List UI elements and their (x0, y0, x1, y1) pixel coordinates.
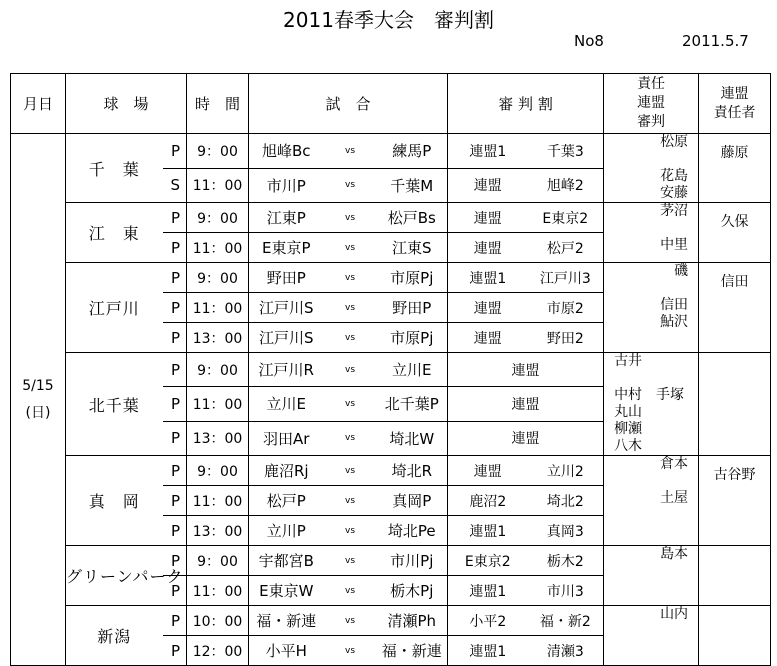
match-weekday: (日) (25, 404, 51, 421)
match-type: P (163, 636, 187, 666)
home-team: 江東P (249, 203, 324, 233)
home-team: E東京W (249, 576, 324, 606)
vs-label: vs (324, 576, 377, 606)
responsible-referee-line (604, 280, 688, 297)
match-date: 5/15 (22, 377, 54, 394)
responsible-referee-line: 八木 (614, 438, 643, 454)
responsible-referees (604, 263, 699, 353)
referee-secondary: 松戸2 (528, 233, 604, 263)
away-team: 北千葉P (377, 387, 448, 421)
referee-secondary: 真岡3 (528, 516, 604, 546)
referee-primary: 連盟 (448, 353, 604, 387)
match-type: P (163, 456, 187, 486)
responsible-referee-line: 安藤 (660, 185, 689, 201)
match-time: 9：00 (187, 134, 249, 169)
match-time: 9：00 (187, 353, 249, 387)
responsible-referee-line: 信田 (660, 297, 689, 313)
match-type: P (163, 606, 187, 636)
home-team: 福・新連 (249, 606, 324, 636)
referee-primary: 連盟 (448, 168, 528, 203)
document-date: 2011.5.7 (682, 32, 749, 50)
vs-label: vs (324, 606, 377, 636)
referee-primary: 連盟 (448, 456, 528, 486)
vs-label: vs (324, 486, 377, 516)
venue-name: 真 岡 (66, 456, 163, 546)
match-type: P (163, 293, 187, 323)
table-row (11, 546, 771, 576)
away-team: 千葉M (377, 168, 448, 203)
responsible-referee-line (604, 473, 688, 490)
home-team: 鹿沼Rj (249, 456, 324, 486)
match-type: P (163, 263, 187, 293)
col-header-match: 試 合 (249, 74, 448, 134)
league-manager (699, 353, 771, 456)
table-row (11, 134, 771, 169)
document-number: No8 (574, 32, 604, 50)
venue-name: 千 葉 (66, 134, 163, 203)
referee-schedule-table (10, 73, 771, 666)
match-time: 11：00 (187, 576, 249, 606)
away-team: 清瀬Ph (377, 606, 448, 636)
home-team: 宇都宮B (249, 546, 324, 576)
referee-primary: 連盟 (448, 233, 528, 263)
away-team: 市原Pj (377, 323, 448, 353)
match-time: 9：00 (187, 456, 249, 486)
col-header-resp-line: 審判 (637, 114, 666, 130)
col-header-league-line: 責任者 (713, 104, 756, 121)
responsible-referee-line (604, 220, 688, 237)
table-row (11, 456, 771, 486)
home-team: 江戸川R (249, 353, 324, 387)
page-title: 2011春季大会 審判割 (283, 8, 494, 32)
home-team: 江戸川S (249, 293, 324, 323)
col-header-league-line: 連盟 (720, 85, 749, 102)
league-manager: 古谷野 (699, 456, 771, 546)
referee-secondary: 清瀬3 (528, 636, 604, 666)
responsible-referee-line: 中里 (660, 237, 689, 253)
away-team: 練馬P (377, 134, 448, 169)
vs-label: vs (324, 323, 377, 353)
home-team: 江戸川S (249, 323, 324, 353)
referee-secondary: 千葉3 (528, 134, 604, 169)
match-time: 10：00 (187, 606, 249, 636)
referee-secondary: 市原2 (528, 293, 604, 323)
col-header-day: 月日 (11, 74, 66, 134)
home-team: 市川P (249, 168, 324, 203)
referee-secondary: 野田2 (528, 323, 604, 353)
col-header-league-manager (699, 74, 771, 134)
match-time: 11：00 (187, 486, 249, 516)
match-type: P (163, 353, 187, 387)
col-header-referee: 審 判 割 (448, 74, 604, 134)
responsible-referee-line: 鮎沢 (660, 314, 689, 330)
col-header-time: 時 間 (187, 74, 249, 134)
away-team: 立川E (377, 353, 448, 387)
home-team: 野田P (249, 263, 324, 293)
match-time: 9：00 (187, 203, 249, 233)
vs-label: vs (324, 168, 377, 203)
match-type: P (163, 516, 187, 546)
vs-label: vs (324, 456, 377, 486)
referee-primary: 連盟1 (448, 576, 528, 606)
responsible-referee-line: 柳瀬 (614, 421, 643, 437)
venue-name: 北千葉 (66, 353, 163, 456)
responsible-referee-line (614, 370, 698, 387)
league-manager (699, 606, 771, 666)
match-time: 11：00 (187, 233, 249, 263)
responsible-referee-line: 松原 (660, 134, 689, 150)
away-team: 市川Pj (377, 546, 448, 576)
responsible-referee-line: 花島 (660, 168, 689, 184)
header-row (11, 74, 771, 134)
home-team: 旭峰Bc (249, 134, 324, 169)
match-type: P (163, 203, 187, 233)
referee-primary: 連盟 (448, 387, 604, 421)
match-type: P (163, 421, 187, 455)
vs-label: vs (324, 134, 377, 169)
responsible-referees (604, 353, 699, 456)
away-team: 市原Pj (377, 263, 448, 293)
referee-primary: 鹿沼2 (448, 486, 528, 516)
vs-label: vs (324, 263, 377, 293)
referee-primary: 連盟 (448, 203, 528, 233)
match-time: 11：00 (187, 168, 249, 203)
referee-secondary: 市川3 (528, 576, 604, 606)
responsible-referee-line: 古井 (614, 353, 643, 369)
match-time: 11：00 (187, 293, 249, 323)
responsible-referees (604, 134, 699, 203)
match-time: 9：00 (187, 546, 249, 576)
away-team: 江東S (377, 233, 448, 263)
referee-primary: 連盟 (448, 323, 528, 353)
vs-label: vs (324, 293, 377, 323)
match-time: 13：00 (187, 421, 249, 455)
responsible-referee-line: 中村 手塚 (614, 387, 685, 403)
responsible-referees (604, 606, 699, 666)
match-type: P (163, 546, 187, 576)
home-team: 松戸P (249, 486, 324, 516)
col-header-venue: 球 場 (66, 74, 187, 134)
away-team: 栃木Pj (377, 576, 448, 606)
referee-secondary: 埼北2 (528, 486, 604, 516)
match-type: P (163, 576, 187, 606)
match-time: 13：00 (187, 323, 249, 353)
home-team: 羽田Ar (249, 421, 324, 455)
col-header-responsible-referee (604, 74, 699, 134)
responsible-referee-line: 島本 (660, 546, 689, 562)
referee-primary: 小平2 (448, 606, 528, 636)
referee-secondary: 栃木2 (528, 546, 604, 576)
away-team: 野田P (377, 293, 448, 323)
vs-label: vs (324, 203, 377, 233)
responsible-referee-line: 茅沼 (660, 203, 689, 219)
responsible-referee-line: 倉本 (660, 456, 689, 472)
referee-secondary: 福・新2 (528, 606, 604, 636)
match-time: 12：00 (187, 636, 249, 666)
responsible-referee-line: 山内 (660, 606, 689, 622)
referee-primary: 連盟1 (448, 263, 528, 293)
away-team: 埼北R (377, 456, 448, 486)
referee-secondary: 江戸川3 (528, 263, 604, 293)
home-team: 立川P (249, 516, 324, 546)
match-type: P (163, 486, 187, 516)
referee-primary: E東京2 (448, 546, 528, 576)
away-team: 埼北Pe (377, 516, 448, 546)
home-team: 立川E (249, 387, 324, 421)
vs-label: vs (324, 516, 377, 546)
responsible-referees (604, 203, 699, 263)
league-manager: 久保 (699, 203, 771, 263)
vs-label: vs (324, 546, 377, 576)
away-team: 福・新連 (377, 636, 448, 666)
referee-secondary: E東京2 (528, 203, 604, 233)
match-time: 9：00 (187, 263, 249, 293)
venue-name: 江戸川 (66, 263, 163, 353)
table-row (11, 353, 771, 387)
table-row (11, 263, 771, 293)
venue-name: 新潟 (66, 606, 163, 666)
match-time: 13：00 (187, 516, 249, 546)
responsible-referee-line: 土屋 (660, 490, 689, 506)
away-team: 真岡P (377, 486, 448, 516)
home-team: 小平H (249, 636, 324, 666)
vs-label: vs (324, 636, 377, 666)
responsible-referee-line (604, 151, 688, 168)
responsible-referees (604, 546, 699, 606)
table-row (11, 606, 771, 636)
venue-name: グリーンパーク (66, 546, 163, 606)
venue-name: 江 東 (66, 203, 163, 263)
match-type: P (163, 233, 187, 263)
match-type: P (163, 323, 187, 353)
vs-label: vs (324, 233, 377, 263)
responsible-referees (604, 456, 699, 546)
home-team: E東京P (249, 233, 324, 263)
vs-label: vs (324, 421, 377, 455)
referee-secondary: 旭峰2 (528, 168, 604, 203)
match-type: S (163, 168, 187, 203)
vs-label: vs (324, 353, 377, 387)
vs-label: vs (324, 387, 377, 421)
match-time: 11：00 (187, 387, 249, 421)
away-team: 埼北W (377, 421, 448, 455)
away-team: 松戸Bs (377, 203, 448, 233)
match-type: P (163, 387, 187, 421)
referee-primary: 連盟1 (448, 134, 528, 169)
match-day-cell (11, 134, 66, 666)
responsible-referee-line: 丸山 (614, 404, 643, 420)
league-manager: 藤原 (699, 134, 771, 203)
referee-primary: 連盟1 (448, 516, 528, 546)
referee-primary: 連盟 (448, 421, 604, 455)
referee-primary: 連盟 (448, 293, 528, 323)
match-type: P (163, 134, 187, 169)
col-header-resp-line: 連盟 (637, 95, 666, 111)
table-row (11, 203, 771, 233)
col-header-resp-line: 責任 (637, 76, 666, 92)
league-manager: 信田 (699, 263, 771, 353)
referee-secondary: 立川2 (528, 456, 604, 486)
responsible-referee-line: 磯 (674, 263, 689, 279)
league-manager (699, 546, 771, 606)
referee-primary: 連盟1 (448, 636, 528, 666)
